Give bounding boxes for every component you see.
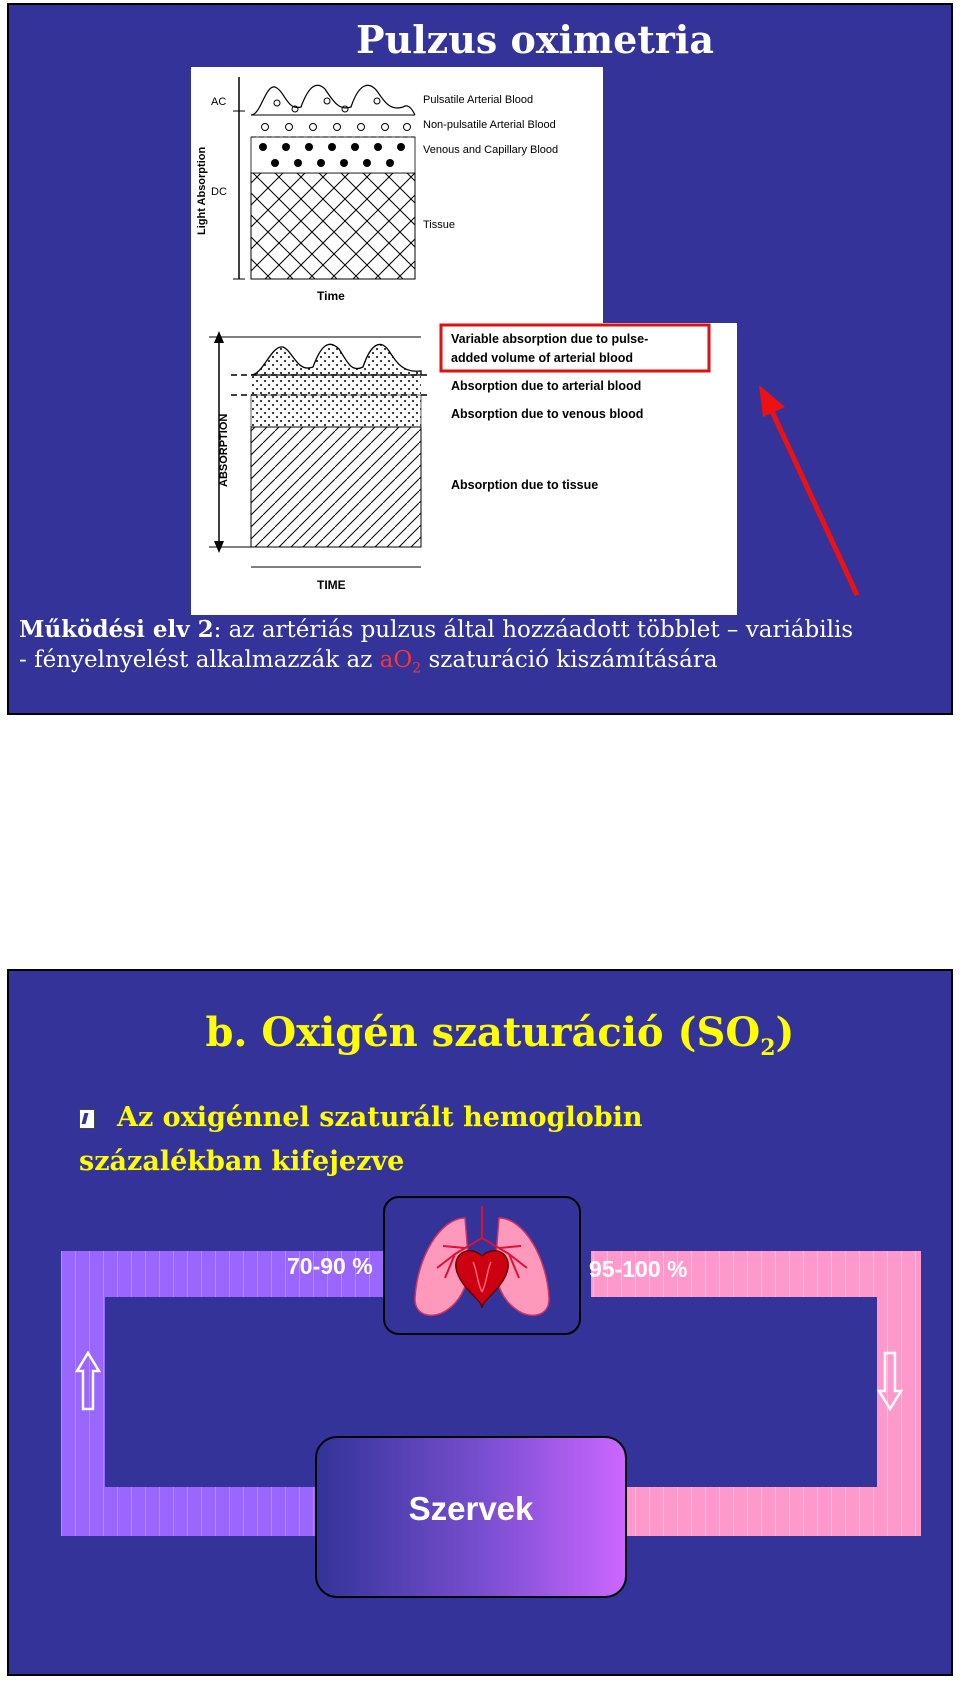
slide-pulse-oximetry	[7, 3, 953, 715]
label-light-absorption: Light Absorption	[196, 146, 208, 235]
organs-label: Szervek	[408, 1490, 534, 1527]
principle-label: Működési elv 2	[19, 616, 214, 643]
ao2-highlight: $aO_2$	[379, 647, 422, 677]
slide-oxygen-saturation	[7, 969, 953, 1676]
label-absorption: ABSORPTION	[218, 413, 230, 487]
bullet-definition	[79, 1096, 939, 1184]
principle-text-1: : az artériás pulzus által hozzáadott többlet – variábilis	[213, 617, 854, 643]
label-arterial: Absorption due to arterial blood	[451, 379, 642, 393]
slide-title: Pulzus oximetria	[356, 17, 714, 62]
label-variable-1: Variable absorption due to pulse-	[451, 332, 649, 346]
label-pulsatile: Pulsatile Arterial Blood	[423, 94, 534, 106]
red-arrow-icon	[749, 385, 869, 605]
label-variable-2: added volume of arterial blood	[451, 351, 633, 365]
label-tissue: Tissue	[423, 219, 455, 231]
principle-text-3: szaturáció kiszámítására	[421, 647, 718, 673]
slide-body-text	[19, 615, 945, 684]
label-dc: DC	[211, 186, 227, 198]
down-arrow-icon	[877, 1351, 903, 1411]
venous-saturation-value: 70-90 %	[287, 1253, 373, 1279]
label-time: Time	[317, 289, 345, 303]
heart-lungs-icon	[385, 1198, 579, 1333]
slide-title-saturation: b. Oxigén szaturáció $(SO_2)$	[205, 1009, 795, 1061]
absorption-components-diagram	[191, 323, 737, 615]
bullet-line-1: Az oxigénnel szaturált hemoglobin	[117, 1102, 643, 1133]
arterial-saturation-value: 95-100 %	[589, 1256, 688, 1282]
heart-lungs-box	[383, 1196, 581, 1335]
label-ac: AC	[211, 96, 227, 108]
label-time-bottom: TIME	[317, 578, 346, 592]
light-absorption-diagram	[191, 67, 603, 323]
up-arrow-icon	[75, 1351, 101, 1411]
bullet-icon	[79, 1109, 95, 1129]
label-tissue-bottom: Absorption due to tissue	[451, 478, 599, 492]
bullet-line-2: százalékban kifejezve	[79, 1146, 405, 1177]
principle-text-2: - fényelnyelést alkalmazzák az	[19, 647, 380, 673]
label-venous-capillary: Venous and Capillary Blood	[423, 144, 559, 156]
label-non-pulsatile: Non-pulsatile Arterial Blood	[423, 119, 556, 131]
organs-box	[315, 1436, 627, 1598]
label-venous: Absorption due to venous blood	[451, 407, 644, 421]
